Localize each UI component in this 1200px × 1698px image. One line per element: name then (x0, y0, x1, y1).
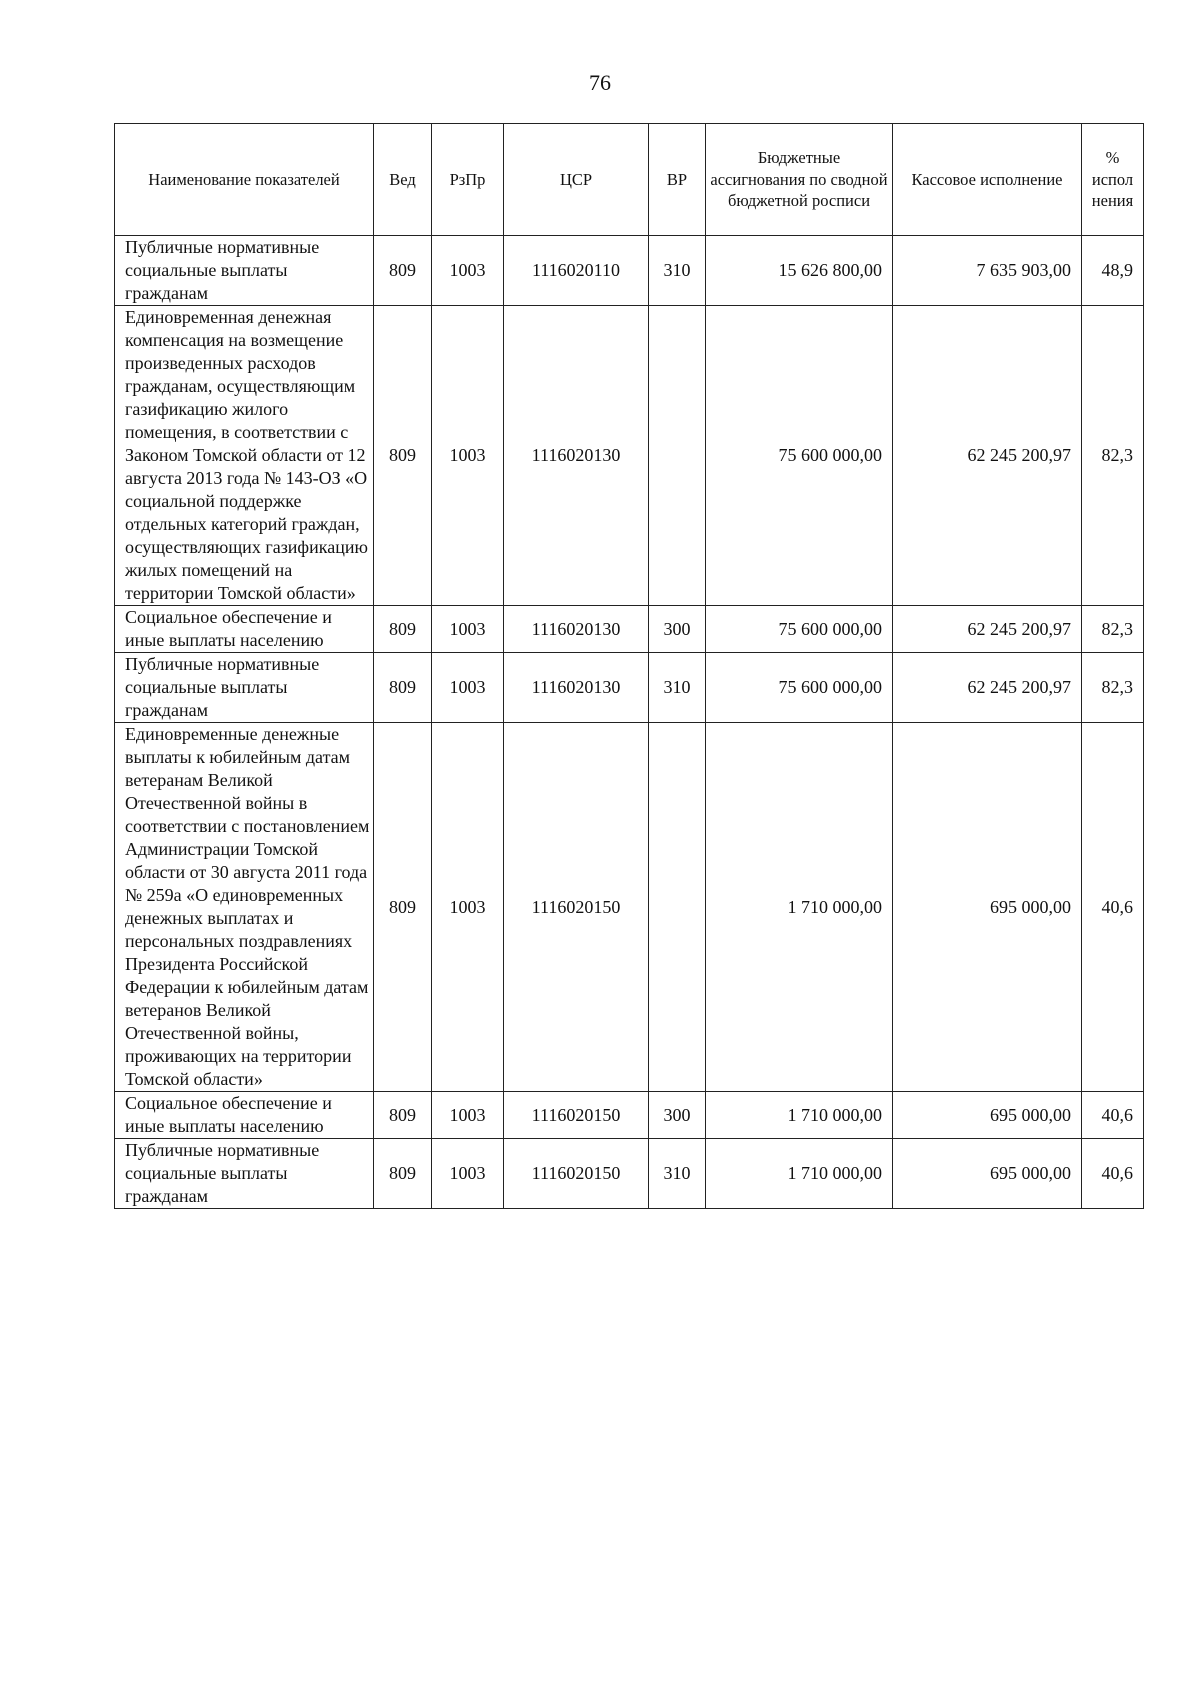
cell-name: Единовременная денежная компенсация на возмещение произведенных расходов гражданам, осуществляющим газификацию жилого помещения, в соответствии с Законом Томской области от 12 августа 2013 года № 143-ОЗ «О социальной поддержке отдельных категорий граждан, осуществляющих газификацию жилых помещений на территории Томской области» (115, 306, 374, 606)
cell-csr: 1116020150 (504, 1139, 649, 1209)
cell-budget: 1 710 000,00 (706, 723, 893, 1092)
header-cash: Кассовое исполнение (893, 124, 1082, 236)
header-csr: ЦСР (504, 124, 649, 236)
cell-rzpr: 1003 (432, 606, 504, 653)
cell-cash: 7 635 903,00 (893, 236, 1082, 306)
header-ved: Вед (374, 124, 432, 236)
cell-vr: 300 (649, 606, 706, 653)
cell-csr: 1116020130 (504, 606, 649, 653)
cell-ved: 809 (374, 606, 432, 653)
cell-name: Единовременные денежные выплаты к юбилейным датам ветеранам Великой Отечественной войны в соответствии с постановлением Администрации Томской области от 30 августа 2011 года № 259а «О единовременных денежных выплатах и персональных поздравлениях Президента Российской Федерации к юбилейным датам ветеранов Великой Отечественной войны, проживающих на территории Томской области» (115, 723, 374, 1092)
cell-csr: 1116020110 (504, 236, 649, 306)
cell-vr (649, 723, 706, 1092)
table-row (115, 1139, 1144, 1209)
cell-pct: 40,6 (1082, 1092, 1144, 1139)
table-row (115, 236, 1144, 306)
table-row (115, 653, 1144, 723)
table-row (115, 306, 1144, 606)
cell-vr: 310 (649, 236, 706, 306)
cell-cash: 695 000,00 (893, 723, 1082, 1092)
header-name: Наименование показателей (115, 124, 374, 236)
header-budget: Бюджетные ассигнования по сводной бюджетной росписи (706, 124, 893, 236)
header-pct: % испол нения (1082, 124, 1144, 236)
page-number: 76 (589, 70, 611, 95)
header-rzpr: РзПр (432, 124, 504, 236)
cell-cash: 62 245 200,97 (893, 306, 1082, 606)
budget-table (114, 123, 1144, 1209)
cell-csr: 1116020130 (504, 306, 649, 606)
cell-ved: 809 (374, 1139, 432, 1209)
cell-cash: 62 245 200,97 (893, 606, 1082, 653)
cell-pct: 40,6 (1082, 1139, 1144, 1209)
cell-name: Публичные нормативные социальные выплаты гражданам (115, 236, 374, 306)
table-row (115, 1092, 1144, 1139)
cell-csr: 1116020150 (504, 723, 649, 1092)
cell-vr: 310 (649, 653, 706, 723)
cell-cash: 695 000,00 (893, 1139, 1082, 1209)
header-vr: ВР (649, 124, 706, 236)
cell-csr: 1116020150 (504, 1092, 649, 1139)
cell-budget: 1 710 000,00 (706, 1092, 893, 1139)
cell-ved: 809 (374, 723, 432, 1092)
cell-ved: 809 (374, 236, 432, 306)
cell-budget: 75 600 000,00 (706, 306, 893, 606)
cell-name: Социальное обеспечение и иные выплаты населению (115, 606, 374, 653)
cell-budget: 75 600 000,00 (706, 606, 893, 653)
cell-rzpr: 1003 (432, 306, 504, 606)
cell-pct: 82,3 (1082, 606, 1144, 653)
cell-pct: 82,3 (1082, 306, 1144, 606)
cell-rzpr: 1003 (432, 1139, 504, 1209)
cell-pct: 40,6 (1082, 723, 1144, 1092)
cell-budget: 75 600 000,00 (706, 653, 893, 723)
cell-name: Социальное обеспечение и иные выплаты населению (115, 1092, 374, 1139)
cell-name: Публичные нормативные социальные выплаты гражданам (115, 1139, 374, 1209)
cell-vr (649, 306, 706, 606)
cell-csr: 1116020130 (504, 653, 649, 723)
cell-budget: 15 626 800,00 (706, 236, 893, 306)
cell-budget: 1 710 000,00 (706, 1139, 893, 1209)
table-header-row (115, 124, 1144, 236)
cell-name: Публичные нормативные социальные выплаты гражданам (115, 653, 374, 723)
cell-cash: 62 245 200,97 (893, 653, 1082, 723)
cell-cash: 695 000,00 (893, 1092, 1082, 1139)
cell-rzpr: 1003 (432, 236, 504, 306)
cell-ved: 809 (374, 653, 432, 723)
cell-ved: 809 (374, 306, 432, 606)
table-row (115, 723, 1144, 1092)
cell-vr: 310 (649, 1139, 706, 1209)
cell-vr: 300 (649, 1092, 706, 1139)
table-row (115, 606, 1144, 653)
cell-ved: 809 (374, 1092, 432, 1139)
cell-rzpr: 1003 (432, 653, 504, 723)
cell-pct: 48,9 (1082, 236, 1144, 306)
cell-pct: 82,3 (1082, 653, 1144, 723)
cell-rzpr: 1003 (432, 723, 504, 1092)
cell-rzpr: 1003 (432, 1092, 504, 1139)
